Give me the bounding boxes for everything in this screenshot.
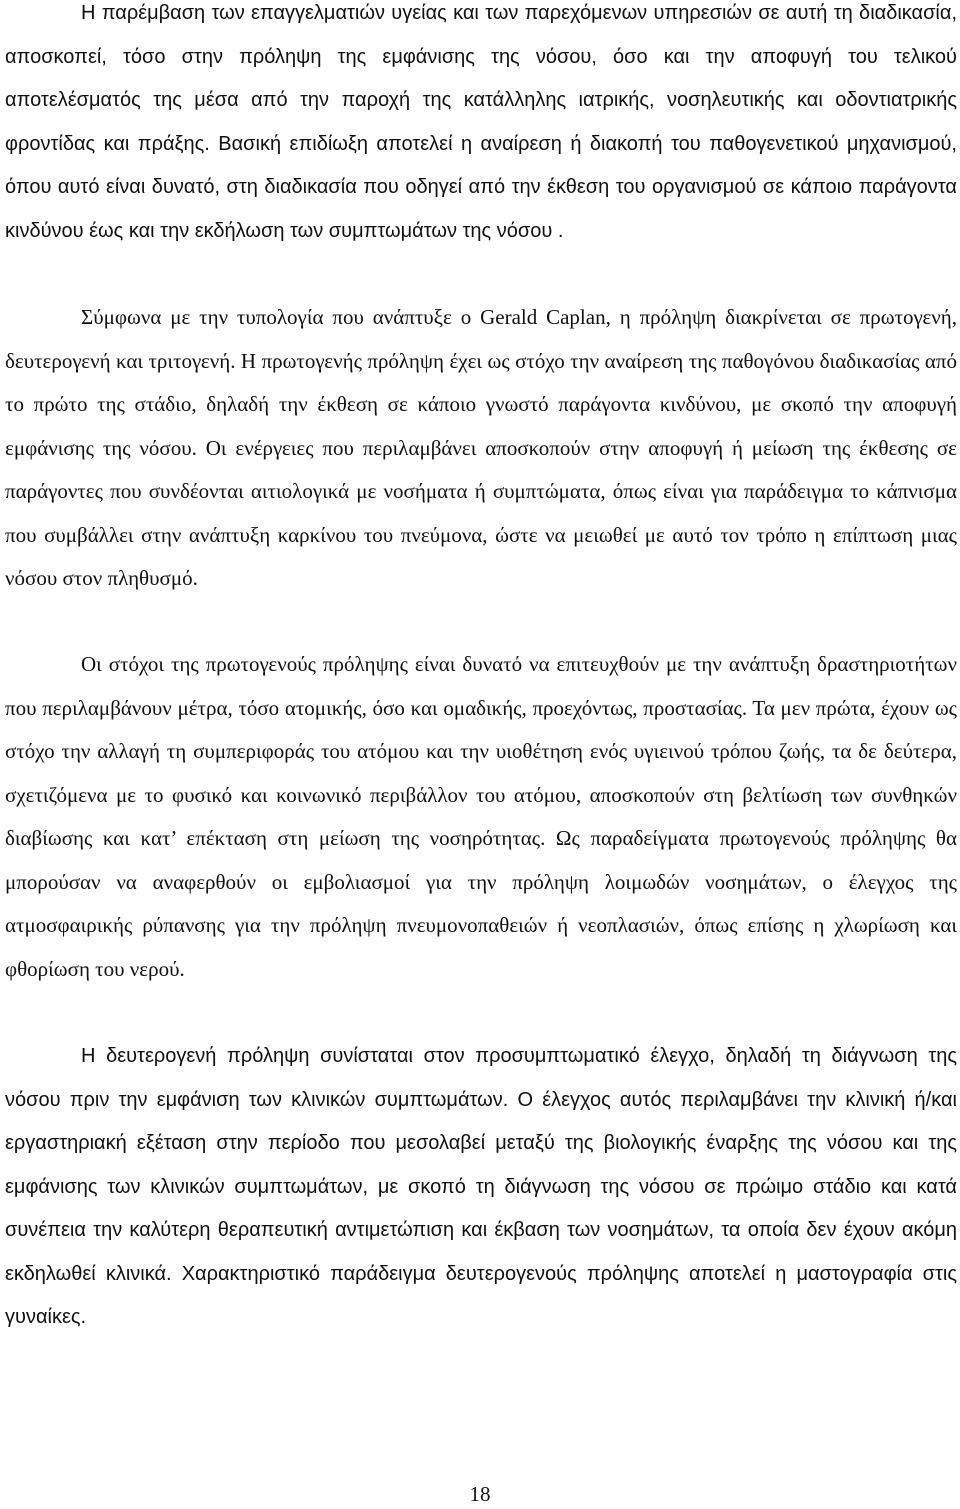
paragraph-intervention: Η παρέμβαση των επαγγελματιών υγείας και των παρεχόμενων υπηρεσιών σε αυτή τη διαδικασία, αποσκοπεί, τόσο στην πρόληψη της εμφάνισης της νόσου, όσο και την αποφυγή του τελικού αποτελέσματός της μέσα από την παροχή της κατάλληλης ιατρικής, νοσηλευτικής και οδοντιατρικής φροντίδας και πράξης. Βασική επιδίωξη αποτελεί η αναίρεση ή διακοπή του παθογενετικού μηχανισμού, όπου αυτό είναι δυνατό, στη διαδικασία που οδηγεί από την έκθεση του οργανισμού σε κάποιο παράγοντα κινδύνου έως και την εκδήλωση των συμπτωμάτων της νόσου . — [5, 2, 957, 242]
paragraph-primary-prevention-goals: Οι στόχοι της πρωτογενούς πρόληψης είναι δυνατό να επιτευχθούν με την ανάπτυξη δραστηριοτήτων που περιλαμβάνουν μέτρα, τόσο ατομικής, όσο και ομαδικής, προεχόντως, προστασίας. Τα μεν πρώτα, έχουν ως στόχο την αλλαγή τη συμπεριφοράς του ατόμου και την υιοθέτηση ενός υγιεινού τρόπου ζωής, τα δε δεύτερα, σχετιζόμενα με το φυσικό και κοινωνικό περιβάλλον του ατόμου, αποσκοπούν στη βελτίωση των συνθηκών διαβίωσης και κατ’ επέκταση στη μείωση της νοσηρότητας. Ως παραδείγματα πρωτογενούς πρόληψης θα μπορούσαν να αναφερθούν οι εμβολιασμοί για την πρόληψη λοιμωδών νοσημάτων, ο έλεγχος της ατμοσφαιρικής ρύπανσης για την πρόληψη πνευμονοπαθειών ή νεοπλασιών, όπως επίσης η χλωρίωση και φθορίωση του νερού. — [5, 652, 957, 981]
page-number: 18 — [469, 1482, 491, 1506]
paragraph-secondary-prevention: Η δευτερογενή πρόληψη συνίσταται στον προσυμπτωματικό έλεγχο, δηλαδή τη διάγνωση της νόσου πριν την εμφάνιση των κλινικών συμπτωμάτων. Ο έλεγχος αυτός περιλαμβάνει την κλινική ή/και εργαστηριακή εξέταση στην περίοδο που μεσολαβεί μεταξύ της βιολογικής έναρξης της νόσου και της εμφάνισης των κλινικών συμπτωμάτων, με σκοπό τη διάγνωση της νόσου σε πρώιμο στάδιο και κατά συνέπεια την καλύτερη θεραπευτική αντιμετώπιση και έκβαση των νοσημάτων, τα οποία δεν έχουν ακόμη εκδηλωθεί κλινικά. Χαρακτηριστικό παράδειγμα δευτερογενούς πρόληψης αποτελεί η μαστογραφία στις γυναίκες. — [5, 1045, 957, 1328]
paragraph-caplan-typology: Σύμφωνα με την τυπολογία που ανάπτυξε ο Gerald Caplan, η πρόληψη διακρίνεται σε πρωτογενή, δευτερογενή και τριτογενή. Η πρωτογενής πρόληψη έχει ως στόχο την αναίρεση της παθογόνου διαδικασίας από το πρώτο της στάδιο, δηλαδή την έκθεση σε κάποιο γνωστό παράγοντα κινδύνου, με σκοπό την αποφυγή εμφάνισης της νόσου. Οι ενέργειες που περιλαμβάνει αποσκοπούν στην αποφυγή ή μείωση της έκθεσης σε παράγοντες που συνδέονται αιτιολογικά με νοσήματα ή συμπτώματα, όπως είναι για παράδειγμα το κάπνισμα που συμβάλλει στην ανάπτυξη καρκίνου του πνεύμονα, ώστε να μειωθεί με αυτό τον τρόπο η επίπτωση μιας νόσου στον πληθυσμό. — [5, 305, 957, 590]
